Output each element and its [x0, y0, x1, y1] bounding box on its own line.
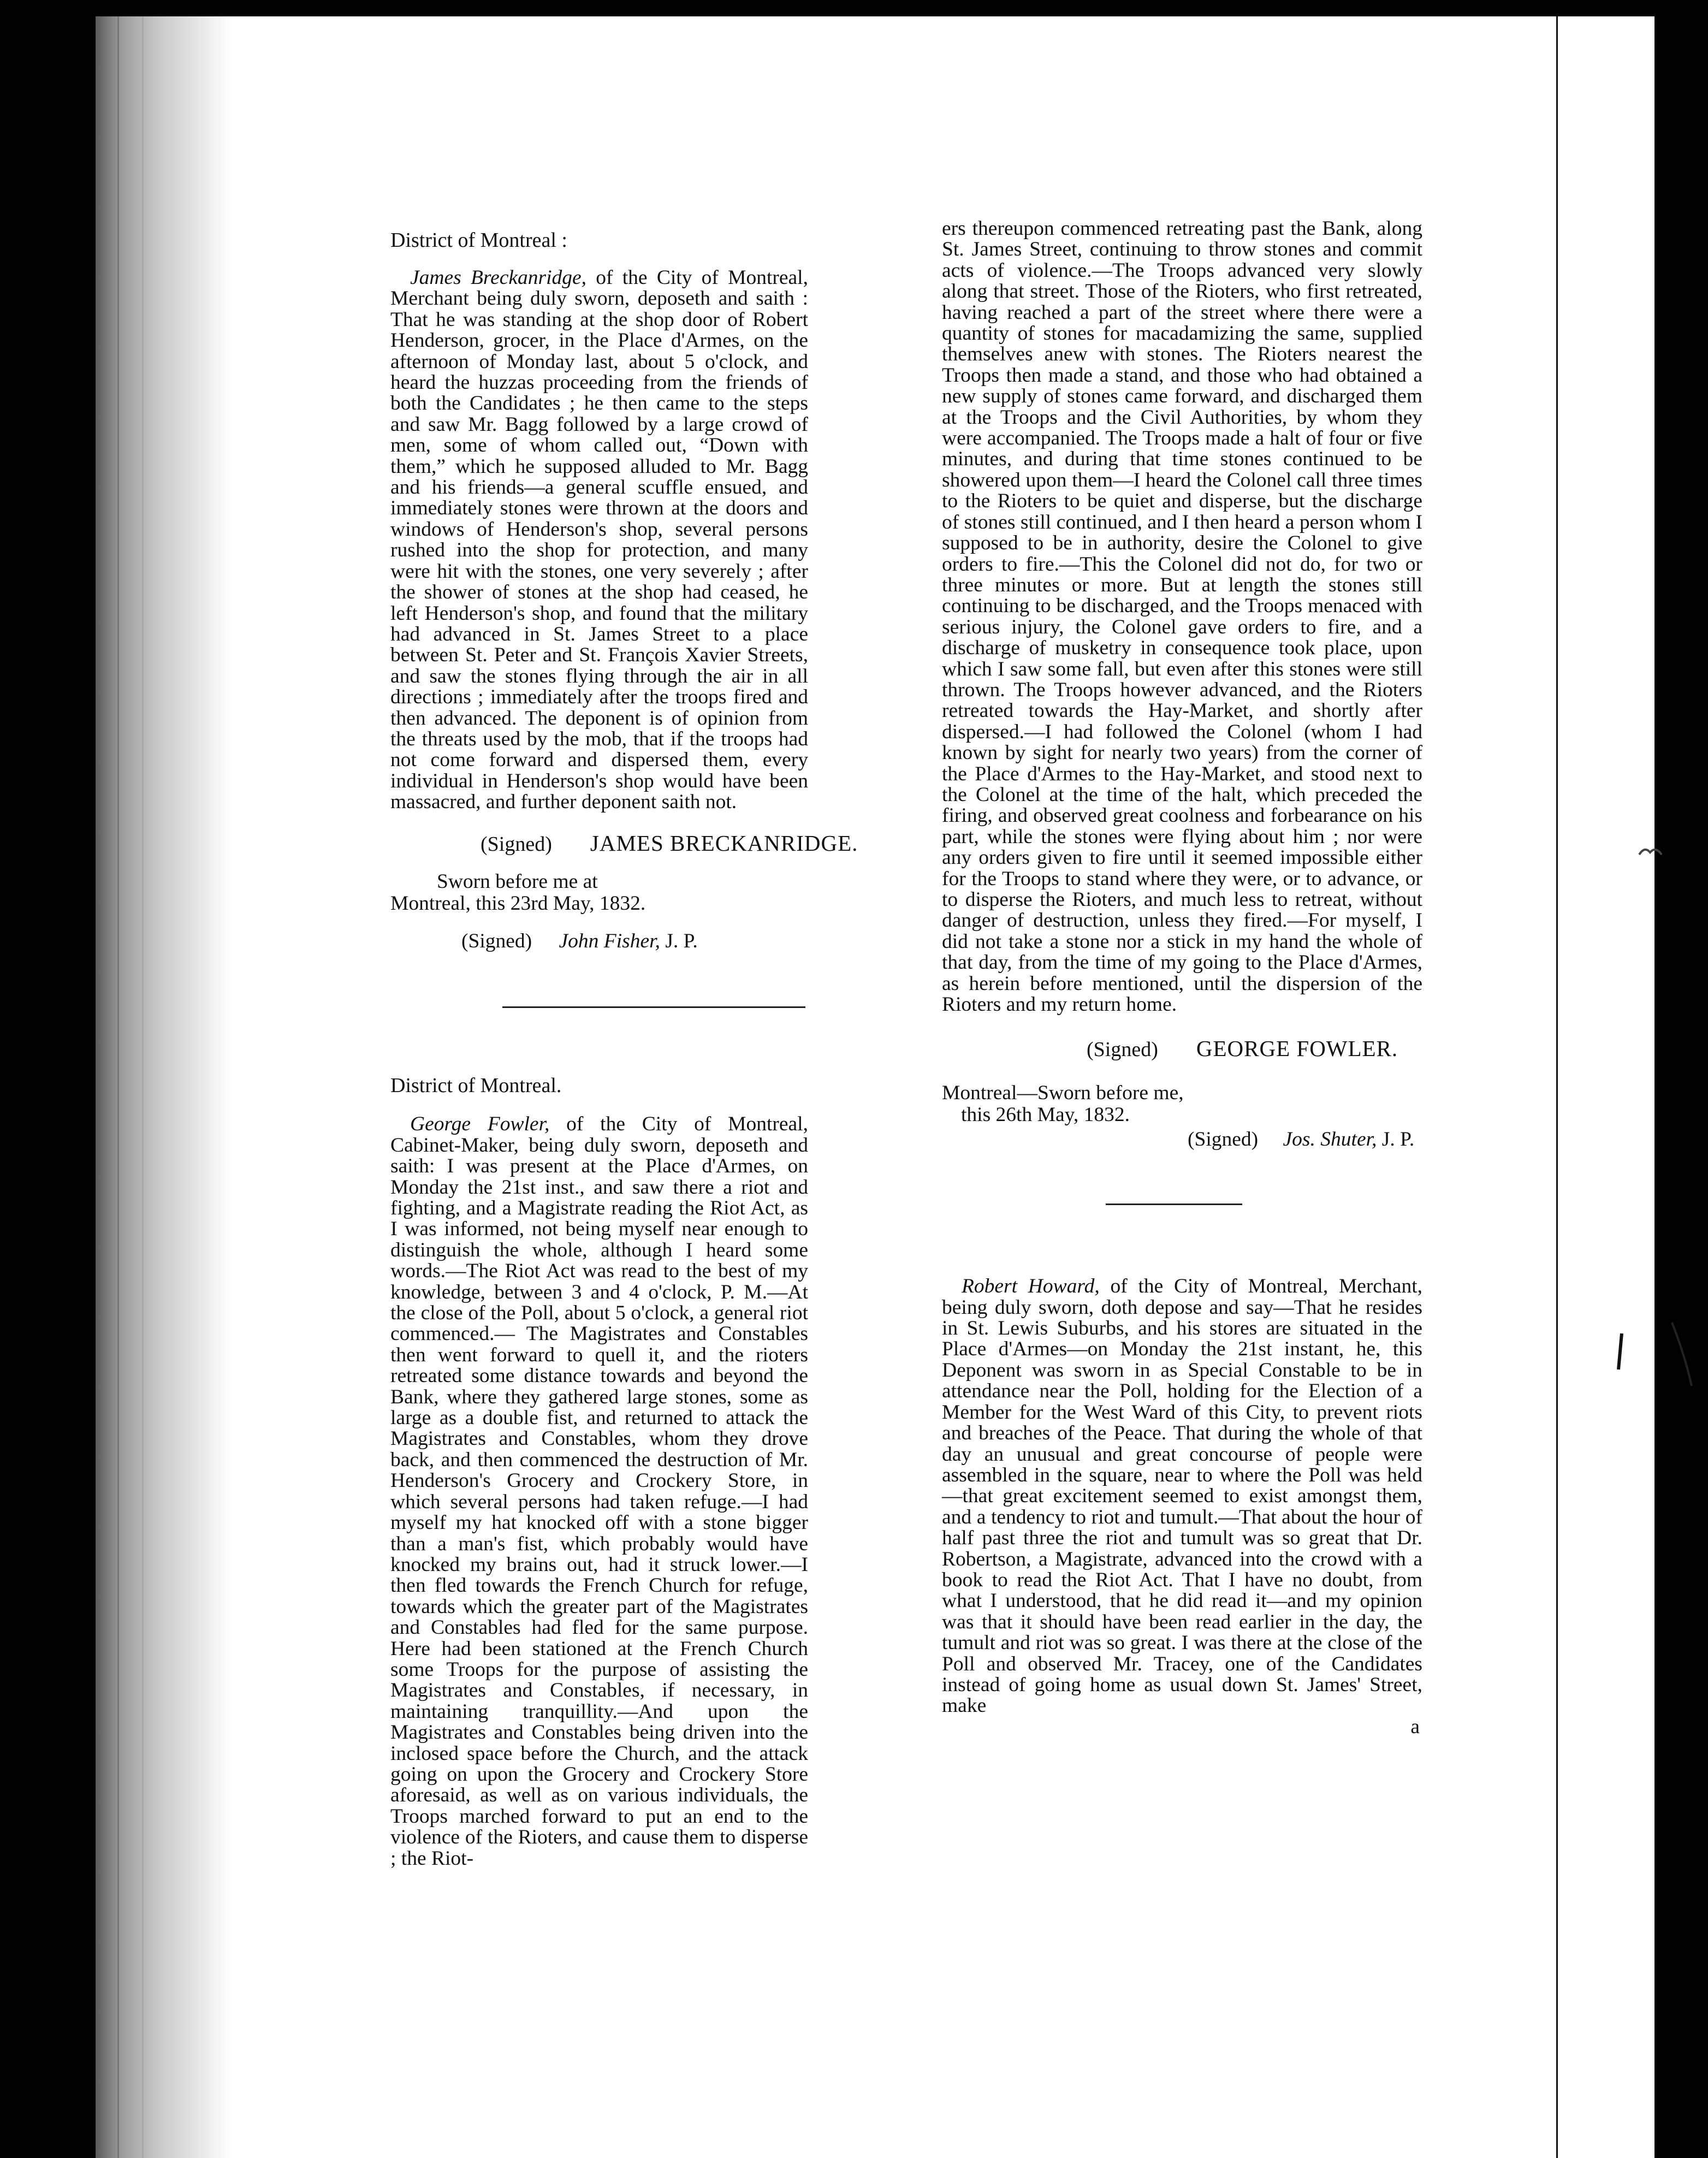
district-heading: District of Montreal.: [390, 1074, 562, 1098]
signed-label: (Signed): [1188, 1128, 1259, 1151]
jurat-line: Montreal, this 23rd May, 1832.: [390, 892, 646, 915]
binding-shadow: [96, 16, 232, 2158]
signature-line: [942, 1038, 1422, 1060]
jurat-signature: [942, 1129, 1422, 1150]
deposition-fowler-continued: ers thereupon commenced retreating past the Bank, along St. James Street, continuing to throw stones and commit acts of violence.—The Troops advanced very slowly along that street. Those of the Rioters, who first retreated, having reached a part of the street where there were a quantity of stones for macadamizing the same, supplied themselves anew with stones. The Rioters nearest the Troops then made a stand, and those who had obtained a new supply of stones came forward, and discharged them at the Troops and the Civil Authorities, by whom they were accompanied. The Troops made a halt of four or five minutes, and during that time stones continued to be showered upon them—I heard the Colonel call three times to the Rioters to be quiet and disperse, but the discharge of stones still continued, and I then heard a person whom I supposed to be in authority, desire the Colonel to give orders to fire.—This the Colonel did not do, for two or three minutes or more. But at length the stones still continuing to be discharged, and the Troops menaced with serious injury, the Colonel gave orders to fire, and a discharge of musketry in consequence took place, upon which I saw some fall, but even after this stones were still thrown. The Troops however advanced, and the Rioters retreated towards the Hay-Market, and shortly after dispersed.—I had followed the Colonel (whom I had known by sight for nearly two years) from the corner of the Place d'Armes to the Hay-Market, and stood next to the Colonel at the time of the halt, which preceded the firing, and observed great coolness and forbearance on his part, while the stones were flying about him ; nor were any orders given to fire until it seemed impossible either for the Troops to stand where they were, or to advance, or to disperse the Rioters, and much less to retreat, without danger of destruction, unless they fired.—For myself, I did not take a stone nor a stick in my hand the whole of that day, from the time of my going to the Place d'Armes, as herein before mentioned, until the dispersion of the Rioters and my return home.: [942, 217, 1422, 1016]
margin-mark: [1616, 1332, 1624, 1371]
deponent-name: George Fowler,: [410, 1113, 550, 1136]
jurat: [942, 1082, 1422, 1126]
deponent-name: James Breckanridge,: [410, 266, 587, 289]
binding-line: [117, 16, 119, 2158]
signed-label: (Signed): [1087, 1038, 1158, 1062]
signer-name: GEORGE FOWLER.: [1196, 1036, 1398, 1062]
margin-mark: [1671, 1321, 1693, 1387]
section-divider: [502, 1006, 805, 1008]
catchword: a: [1410, 1715, 1420, 1738]
deposition-fowler: [390, 1114, 808, 1869]
deposition-breckanridge: [390, 268, 808, 813]
deposition-howard: [942, 1276, 1422, 1717]
jurat-line: this 26th May, 1832.: [961, 1103, 1130, 1126]
jurat-line: Montreal—Sworn before me,: [942, 1081, 1184, 1104]
page-edge-line: [1556, 16, 1558, 2158]
signer-name: JAMES BRECKANRIDGE.: [590, 830, 858, 856]
signature-line: [390, 830, 858, 856]
signed-label: (Signed): [481, 832, 552, 856]
justice-title: J. P.: [665, 929, 698, 952]
district-heading: District of Montreal :: [390, 229, 567, 252]
justice-name: Jos. Shuter,: [1283, 1128, 1377, 1151]
jurat-signature: [390, 931, 808, 952]
deposition-text: of the City of Montreal, Cabinet-Maker, being duly sworn, deposeth and saith: I was present at the Place d'Armes, on Monday the 21st inst., and saw there a riot and fighting, and a Magistrate reading the Riot Act, as I was informed, not being myself near enough to distinguish the whole, although I heard some words.—The Riot Act was read to the best of my knowledge, between 3 and 4 o'clock, P. M.—At the close of the Poll, about 5 o'clock, a general riot commenced.— The Magistrates and Constables then went forward to quell it, and the rioters retreated some distance towards and beyond the Bank, where they gathered large stones, some as large as a double fist, and returned to attack the Magistrates and Constables, whom they drove back, and then commenced the destruction of Mr. Henderson's Grocery and Crockery Store, in which several persons had taken refuge.—I had myself my hat knocked off with a stone bigger than a man's fist, which probably would have knocked my brains out, had it struck lower.—I then fled towards the French Church for refuge, towards which the greater part of the Magistrates and Constables had fled for the same purpose. Here had been stationed at the French Church some Troops for the purpose of assisting the Magistrates and Constables, if necessary, in maintaining tranquillity.—And upon the Magistrates and Constables being driven into the inclosed space before the Church, and the attack going on upon the Grocery and Crockery Store aforesaid, as well as on various individuals, the Troops marched forward to put an end to the violence of the Rioters, and cause them to disperse ; the Riot-: [390, 1113, 808, 1870]
deponent-name: Robert Howard,: [962, 1275, 1100, 1298]
deposition-text: of the City of Montreal, Merchant, being duly sworn, doth depose and say—That he resides in St. Lewis Suburbs, and his stores are situated in the Place d'Armes—on Monday the 21st instant, he, this Deponent was sworn in as Special Constable to be in attendance near the Poll, holding for the Election of a Member for the West Ward of this City, to prevent riots and breaches of the Peace. That during the whole of that day an unusual and great concourse of people were assembled in the square, near to where the Poll was held—that great excitement seemed to exist amongst them, and a tendency to riot and tumult.—That about the hour of half past three the riot and tumult was so great that Dr. Robertson, a Magistrate, advanced into the crowd with a book to read the Riot Act. That I have no doubt, from what I understood, that he did read it—and my opinion was that it should have been read earlier in the day, the tumult and riot was so great. I was there at the close of the Poll and observed Mr. Tracey, one of the Candidates instead of going home as usual down St. James' Street, make: [942, 1275, 1422, 1717]
section-divider: [1106, 1204, 1242, 1205]
justice-title: J. P.: [1381, 1128, 1415, 1151]
right-column: [942, 218, 1422, 1738]
jurat: [390, 871, 808, 915]
left-column: [390, 229, 858, 1870]
deposition-text: of the City of Montreal, Merchant being duly sworn, deposeth and saith : That he was standing at the shop door of Robert Henderson, grocer, in the Place d'Armes, on the afternoon of Monday last, about 5 o'clock, and heard the huzzas proceeding from the friends of both the Candidates ; he then came to the steps and saw Mr. Bagg followed by a large crowd of men, some of whom called out, “Down with them,” which he supposed alluded to Mr. Bagg and his friends—a general scuffle ensued, and immediately stones were thrown at the doors and windows of Henderson's shop, several persons rushed into the shop for protection, and many were hit with the stones, one very severely ; after the shower of stones at the shop had ceased, he left Henderson's shop, and found that the military had advanced in St. James Street to a place between St. Peter and St. François Xavier Streets, and saw the stones flying through the air in all directions ; immediately after the troops fired and then advanced. The deponent is of opinion from the threats used by the mob, that if the troops had not come forward and dispersed them, every individual in Henderson's shop would have been massacred, and further deponent saith not.: [390, 266, 808, 814]
signed-label: (Signed): [461, 929, 532, 952]
justice-name: John Fisher,: [559, 929, 660, 952]
binding-line: [142, 16, 144, 2158]
page-fold-mark: [1638, 844, 1663, 859]
jurat-line: Sworn before me at: [437, 870, 598, 893]
